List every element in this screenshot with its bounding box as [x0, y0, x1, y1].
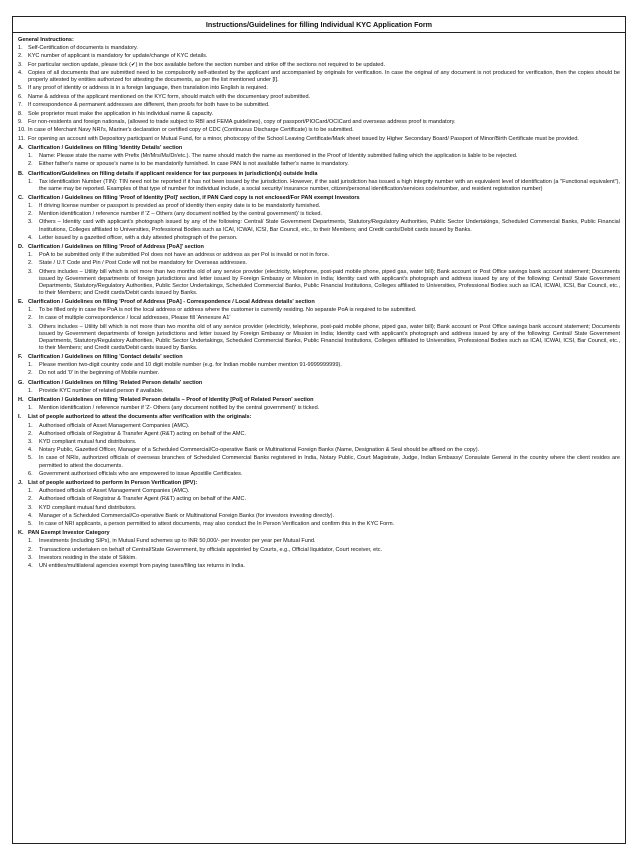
- item-text: Letter issued by a gazetted officer, with a duly attested photograph of the person.: [39, 234, 238, 241]
- item-text: Notary Public, Gazetted Officer, Manager of a Scheduled Commercial/Co-operative Bank or Multinational Foreign Banks (Name, Designation & Seal should be affixed on the copy).: [39, 447, 480, 454]
- section-letter: D.: [18, 244, 24, 251]
- item-number: 2.: [28, 161, 33, 168]
- section-heading: [18, 195, 620, 202]
- section-item: [18, 513, 620, 520]
- guideline-section: [18, 414, 620, 477]
- section-item-list: [18, 538, 620, 570]
- item-text: Sole proprietor must make the application in his individual name & capacity.: [28, 110, 214, 117]
- section-heading: [18, 145, 620, 152]
- item-number: 4.: [28, 512, 33, 519]
- general-instruction-item: [18, 45, 620, 52]
- item-number: 3.: [18, 61, 23, 68]
- item-text: Others includes – Utility bill which is not more than two months old of any service provider (electricity, telephone, post-paid mobile phone, piped gas, water bill); Bank account or Post Office savings bank account statement; Documents issued by Government departments of foreign jurisdictions and letter issued by Foreign Embassy or Mission in India; Identity card with applicant's photograph and address issued by any of the following: Central/ State Government Departments, Statutory/Regulatory Authorities, Public Sector Undertakings, Scheduled Commercial Banks, Public Financial Institutions, Colleges affiliated to Universities, Professional Bodies such as ICAI, ICWAI, ICSI, Bar Council, etc., to their Members; and Credit cards/Debit cards issued by Banks.: [39, 268, 620, 296]
- item-text: Authorised officials of Registrar & Transfer Agent (R&T) acting on behalf of the AMC.: [39, 430, 247, 437]
- item-number: 1.: [28, 252, 33, 259]
- item-text: KYD compliant mutual fund distributors.: [39, 504, 137, 511]
- item-text: Others – Identity card with applicant's photograph issued by any of the following: Central/ State Government Departments, Statutory/Regulatory Authorities, Public Sector Undertakings, Scheduled Commercial Banks, Public Financial Institutions, Colleges affiliated to Universities, Professional Bodies such as ICAI, ICWAI, ICSI, Bar Council, etc., to their Members; and Credit cards/Debit cards issued by Banks.: [39, 219, 620, 233]
- section-item-list: [18, 388, 620, 395]
- item-number: 3.: [28, 268, 33, 275]
- section-item-list: [18, 362, 620, 377]
- item-text: KYD compliant mutual fund distributors.: [39, 439, 137, 445]
- item-number: 2.: [28, 370, 33, 377]
- section-item: [18, 538, 620, 545]
- section-item: [18, 211, 620, 218]
- item-text: To be filled only in case the PoA is not the local address or address where the customer is currently residing. No separate PoA is required to be submitted.: [39, 307, 417, 314]
- section-heading-text: PAN Exempt Investor Category: [28, 530, 110, 537]
- item-number: 1.: [28, 405, 33, 412]
- item-text: In case of multiple correspondence / local addresses, Please fill 'Annexure A1': [39, 315, 231, 322]
- general-instruction-item: [18, 62, 620, 69]
- section-item: [18, 235, 620, 242]
- item-number: 2.: [18, 53, 23, 60]
- item-number: 1.: [28, 307, 33, 314]
- item-text: In case of Merchant Navy NRI's, Mariner's declaration or certified copy of CDC (Continuous Discharge Certificate) is to be submitted.: [28, 127, 354, 134]
- item-text: For opening an account with Depository participant or Mutual Fund, for a minor, photocopy of the School Leaving Certificate/Mark sheet issued by Higher Secondary Board/ Passport of Minor/Birth Certificate must be provided.: [28, 135, 579, 142]
- section-item: [18, 405, 620, 412]
- section-item: [18, 388, 620, 395]
- section-heading-text: Clarification / Guidelines on filling 'Proof of Address [PoA]' section: [28, 244, 204, 251]
- item-number: 2.: [28, 546, 33, 553]
- general-instruction-item: [18, 102, 620, 109]
- item-text: In case of NRI applicants, a person permitted to attest documents, may also conduct the In Person Verification and confirm this in the KYC Form.: [39, 521, 395, 528]
- guideline-section: [18, 145, 620, 168]
- general-instruction-item: [18, 94, 620, 101]
- general-instruction-item: [18, 127, 620, 134]
- section-letter: K.: [18, 530, 24, 537]
- item-text: Manager of a Scheduled Commercial/Co-operative Bank or Multinational Foreign Banks (for investors investing directly).: [39, 512, 335, 519]
- item-text: For particular section update, please tick (✔) in the box available before the section number and strike off the sections not required to be updated.: [28, 61, 385, 68]
- general-instruction-item: [18, 136, 620, 143]
- item-number: 11.: [18, 135, 26, 142]
- section-item: [18, 260, 620, 267]
- section-item-list: [18, 423, 620, 478]
- section-item-list: [18, 405, 620, 412]
- general-instructions-heading: General Instructions:: [18, 37, 74, 43]
- item-text: Others includes – Utility bill which is not more than two months old of any service provider (electricity, telephone, post-paid mobile phone, piped gas, water bill); Bank account or Post Office savings bank account statement; Documents issued by Government departments of foreign jurisdictions and letter issued by Foreign Embassy or Mission in India; Identity card with applicant's photograph and address issued by any of the following: Central/ State Government Departments, Statutory/Regulatory Authorities, Public Sector Undertakings, Scheduled Commercial Banks, Public Financial Institutions, Colleges affiliated to Universities, Professional Bodies such as ICAI, ICWAI, ICSI, Bar Council, etc., to their Members; and Credit cards/Debit cards issued by Banks.: [39, 323, 620, 351]
- item-number: 1.: [28, 202, 33, 209]
- section-letter: J.: [18, 480, 23, 487]
- section-item: [18, 555, 620, 562]
- section-item-list: [18, 153, 620, 168]
- item-text: Investments (including SIPs), in Mutual Fund schemes up to INR 50,000/- per investor per year per Mutual Fund.: [39, 538, 316, 545]
- section-heading-text: Clarification / Guidelines on filling 'Related Person details – Proof of Identity [PoI] of Related Person' section: [28, 397, 314, 404]
- item-number: 7.: [18, 102, 23, 109]
- section-item: [18, 496, 620, 503]
- section-item: [18, 439, 620, 446]
- item-number: 2.: [28, 315, 33, 322]
- section-item: [18, 370, 620, 377]
- item-text: Investors residing in the state of Sikkim.: [39, 554, 137, 561]
- item-number: 2.: [28, 260, 33, 267]
- section-item: [18, 269, 620, 297]
- section-item: [18, 547, 620, 554]
- item-text: State / U.T Code and Pin / Post Code will not be mandatory for Overseas addresses.: [39, 260, 248, 267]
- item-number: 2.: [28, 496, 33, 503]
- item-number: 6.: [18, 93, 23, 100]
- item-number: 2.: [28, 211, 33, 218]
- item-number: 9.: [18, 118, 23, 125]
- guideline-section: [18, 354, 620, 377]
- general-instruction-item: [18, 119, 620, 126]
- section-item: [18, 505, 620, 512]
- item-text: If any proof of identity or address is in a foreign language, then translation into English is required.: [28, 85, 268, 92]
- item-number: 4.: [28, 563, 33, 570]
- kyc-instructions-frame: [12, 16, 626, 844]
- item-number: 1.: [28, 538, 33, 545]
- item-number: 4.: [28, 234, 33, 241]
- item-text: Name: Please state the name with Prefix (Mr/Mrs/Ms/Dr/etc.). The name should match the name as mentioned in the Proof of Identity submitted failing which the application is liable to be rejected.: [39, 152, 518, 159]
- item-text: Transactions undertaken on behalf of Central/State Government, by officials appointed by Courts, e.g., Official liquidator, Court receiver, etc.: [39, 546, 383, 553]
- item-number: 5.: [18, 85, 23, 92]
- guideline-section: [18, 480, 620, 528]
- item-number: 8.: [18, 110, 23, 117]
- item-number: 3.: [28, 219, 33, 226]
- guideline-section: [18, 380, 620, 395]
- section-item-list: [18, 203, 620, 242]
- item-text: Authorised officials of Registrar & Transfer Agent (R&T) acting on behalf of the AMC.: [39, 496, 247, 503]
- guideline-section: [18, 195, 620, 242]
- item-text: In case of NRIs, authorized officials of overseas branches of Scheduled Commercial Banks registered in India, Notary Public, Court Magistrate, Judge, Indian Embassy/ Consulate General in the country where the client resides are permitted to attest the documents.: [39, 455, 620, 469]
- section-heading-text: Clarification / Guidelines on filling 'Proof of Identity [PoI]' section, if PAN Card copy is not enclosed/For PAN exempt Investors: [28, 194, 360, 201]
- section-item: [18, 179, 620, 193]
- item-text: Do not add '0' in the beginning of Mobile number.: [39, 370, 160, 377]
- section-item-list: [18, 179, 620, 193]
- section-letter: E.: [18, 299, 24, 306]
- item-number: 1.: [28, 488, 33, 495]
- section-heading-text: List of people authorized to perform In Person Verification (IPV):: [28, 480, 198, 487]
- guideline-section: [18, 530, 620, 570]
- section-item: [18, 324, 620, 352]
- item-text: Tax identification Number (TIN): TIN need not be reported if it has not been issued by the jurisdiction. However, if the said jurisdiction has issued a high integrity number with an equivalent level of identification (a "Functional equivalent"), the same may be reported. Examples of that type of number for individual include, a social security/ insurance number, citizen/personal identification/services code/number, and resident registration number): [39, 178, 620, 192]
- guideline-section: [18, 171, 620, 193]
- item-text: PoA to be submitted only if the submitted PoI does not have an address or address as per PoI is invalid or not in force.: [39, 252, 330, 259]
- section-letter: F.: [18, 354, 23, 361]
- item-text: Mention identification / reference number if 'Z – Others (any document notified by the central government)' is ticked.: [39, 211, 322, 218]
- section-item: [18, 471, 620, 478]
- section-item: [18, 455, 620, 469]
- instructions-content: [13, 33, 625, 570]
- item-text: Either father's name or spouse's name is to be mandatorily furnished. In case PAN is not available father's name is mandatory.: [39, 161, 349, 168]
- section-item: [18, 521, 620, 528]
- section-item-list: [18, 307, 620, 352]
- item-text: Authorised officials of Asset Management Companies (AMC).: [39, 488, 190, 495]
- section-letter: C.: [18, 194, 24, 201]
- section-item: [18, 315, 620, 322]
- item-number: 3.: [28, 323, 33, 330]
- item-number: 2.: [28, 430, 33, 437]
- section-item-list: [18, 488, 620, 528]
- section-item: [18, 307, 620, 314]
- item-text: KYC number of applicant is mandatory for update/change of KYC details.: [28, 53, 208, 60]
- section-heading: [18, 354, 620, 361]
- section-heading-text: List of people authorized to attest the documents after verification with the originals:: [28, 414, 252, 421]
- item-number: 3.: [28, 504, 33, 511]
- section-letter: I.: [18, 414, 22, 421]
- item-number: 5.: [28, 521, 33, 528]
- section-heading: [18, 480, 620, 487]
- item-number: 1.: [28, 178, 33, 185]
- item-number: 1.: [28, 152, 33, 159]
- item-number: 1.: [28, 422, 33, 429]
- section-letter: G.: [18, 379, 24, 386]
- item-text: Provide KYC number of related person if available.: [39, 387, 164, 394]
- section-heading-text: Clarification / Guidelines on filling 'Related Person details' section: [28, 379, 203, 386]
- section-item: [18, 423, 620, 430]
- item-number: 3.: [28, 439, 33, 445]
- section-item: [18, 488, 620, 495]
- item-text: Name & address of the applicant mentioned on the KYC form, should match with the documentary proof submitted.: [28, 93, 311, 100]
- section-item: [18, 362, 620, 369]
- item-text: If correspondence & permanent addresses are different, then proofs for both have to be submitted.: [28, 102, 270, 109]
- general-instruction-item: [18, 85, 620, 92]
- section-item: [18, 431, 620, 438]
- item-text: Please mention two-digit country code and 10 digit mobile number (e.g. for Indian mobile number mention 91-9999999999).: [39, 362, 342, 369]
- section-item: [18, 252, 620, 259]
- section-heading: [18, 397, 620, 404]
- section-heading-text: Clarification / Guidelines on filling 'Identity Details' section: [28, 144, 183, 151]
- section-heading: [18, 414, 620, 421]
- section-item: [18, 153, 620, 160]
- general-instruction-item: [18, 111, 620, 118]
- item-text: If driving license number or passport is provided as proof of identity then expiry date is to be mandatorily furnished.: [39, 202, 321, 209]
- item-text: Self-Certification of documents is mandatory.: [28, 45, 138, 52]
- section-heading-text: Clarification / Guidelines on filling 'Contact details' section: [28, 354, 183, 361]
- general-instruction-item: [18, 70, 620, 84]
- section-letter: H.: [18, 397, 24, 404]
- item-text: Government authorised officials who are empowered to issue Apostille Certificates.: [39, 470, 243, 477]
- item-text: For non-residents and foreign nationals, (allowed to trade subject to RBI and FEMA guidelines), copy of passport/PIOCard/OCICard and overseas address proof is mandatory.: [28, 118, 456, 125]
- guideline-sections: [18, 145, 620, 570]
- item-text: Authorised officials of Asset Management Companies (AMC).: [39, 422, 190, 429]
- guideline-section: [18, 397, 620, 412]
- guideline-section: [18, 299, 620, 352]
- section-heading: [18, 244, 620, 251]
- section-letter: B.: [18, 170, 24, 177]
- item-number: 3.: [28, 554, 33, 561]
- item-number: 1.: [28, 362, 33, 369]
- item-number: 1.: [18, 45, 23, 52]
- general-instruction-item: [18, 53, 620, 60]
- section-item: [18, 219, 620, 233]
- section-heading-text: Clarification / Guidelines on filling 'Proof of Address [PoA] - Correspondence / Local Address details' section: [28, 299, 315, 306]
- section-heading: [18, 380, 620, 387]
- item-text: Copies of all documents that are submitted need to be compulsorily self-attested by the applicant and accompanied by originals for verification. In case the original of any document is not produced for verification, then the copies should be properly attested by entities authorized for attesting the documents, as per the list mentioned under [I].: [28, 70, 620, 84]
- item-number: 5.: [28, 455, 33, 462]
- section-heading: [18, 299, 620, 306]
- section-heading: [18, 171, 620, 178]
- section-item: [18, 203, 620, 210]
- section-heading-text: Clarification/Guidelines on filling details if applicant residence for tax purposes in jurisdiction(s) outside India: [28, 170, 318, 177]
- item-number: 4.: [18, 70, 23, 77]
- section-letter: A.: [18, 144, 24, 151]
- page-title: Instructions/Guidelines for filling Individual KYC Application Form: [13, 17, 625, 33]
- section-item-list: [18, 252, 620, 297]
- section-item: [18, 447, 620, 454]
- item-number: 4.: [28, 447, 33, 454]
- guideline-section: [18, 244, 620, 297]
- general-instructions-list: [18, 45, 620, 143]
- section-item: [18, 161, 620, 168]
- item-number: 1.: [28, 387, 33, 394]
- item-text: UN entities/multilateral agencies exempt from paying taxes/filing tax returns in India.: [39, 563, 245, 570]
- section-heading: [18, 530, 620, 537]
- item-number: 10.: [18, 127, 26, 134]
- item-text: Mention identification / reference number if 'Z- Others (any document notified by the central government)' is ticked.: [39, 405, 320, 412]
- item-number: 6.: [28, 470, 33, 477]
- section-item: [18, 563, 620, 570]
